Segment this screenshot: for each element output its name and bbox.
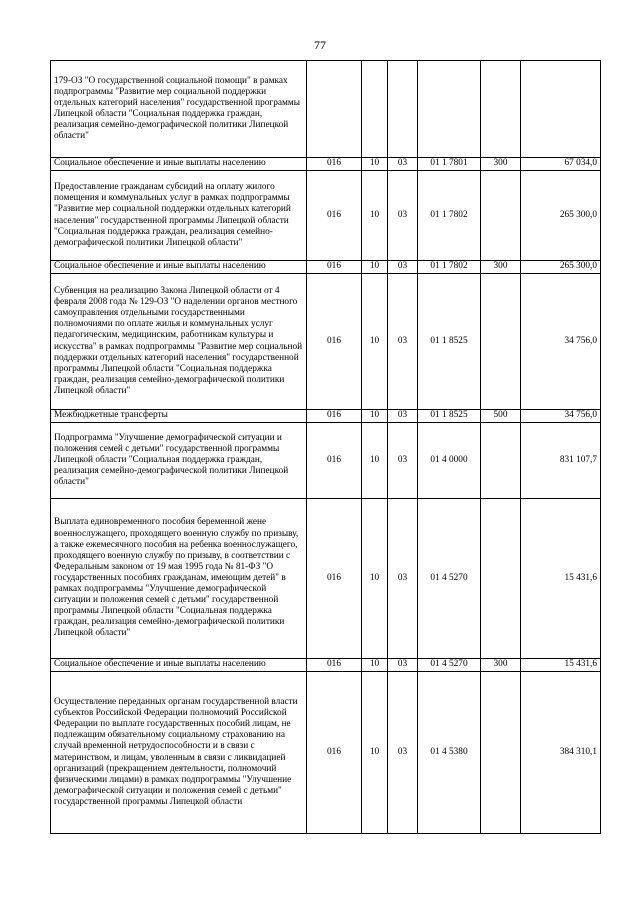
row-name: Осуществление переданных органам государственной власти субъектов Российской Федерации полномочий Российской Федерации по выплате государственных пособий лицам, не подлежащим обязательному социальному страхованию на случай временной нетрудоспособности и в связи с материнством, и лицам, уволенным в связи с ликвидацией организаций (прекращением деятельности, полномочий физическими лицами) в рамках подпрограммы "Улучшение демографической ситуации и положения семей с детьми" государственной программы Липецкой области [51, 672, 307, 834]
row-sum: 34 756,0 [521, 410, 601, 423]
row-name: Социальное обеспечение и иные выплаты населению [51, 659, 307, 672]
row-rz: 10 [362, 499, 388, 659]
row-vr: 300 [481, 261, 521, 274]
row-pr [388, 61, 418, 158]
row-rz: 10 [362, 410, 388, 423]
row-csr: 01 1 7802 [418, 171, 481, 261]
row-name: Межбюджетные трансферты [51, 410, 307, 423]
row-pr: 03 [388, 423, 418, 499]
row-csr: 01 4 0000 [418, 423, 481, 499]
row-ved: 016 [307, 659, 362, 672]
row-csr: 01 1 7801 [418, 158, 481, 171]
row-vr: 300 [481, 659, 521, 672]
row-pr: 03 [388, 499, 418, 659]
row-rz [362, 61, 388, 158]
row-vr [481, 171, 521, 261]
row-sum: 831 107,7 [521, 423, 601, 499]
row-csr: 01 1 8525 [418, 274, 481, 410]
row-ved: 016 [307, 410, 362, 423]
row-rz: 10 [362, 274, 388, 410]
row-name: Субвенция на реализацию Закона Липецкой области от 4 февраля 2008 года № 129-ОЗ "О наделении органов местного самоуправления отдельными государственными полномочиями по оплате жилья и коммунальных услуг педагогическим, медицинским, работникам культуры и искусства" в рамках подпрограммы "Развитие мер социальной поддержки отдельных категорий населения" государственной программы Липецкой области "Социальная поддержка граждан, реализация семейно-демографической политики Липецкой области" [51, 274, 307, 410]
row-vr [481, 274, 521, 410]
table-row [51, 410, 601, 423]
row-sum: 67 034,0 [521, 158, 601, 171]
row-ved: 016 [307, 423, 362, 499]
row-rz: 10 [362, 261, 388, 274]
row-ved: 016 [307, 274, 362, 410]
row-ved [307, 61, 362, 158]
row-pr: 03 [388, 261, 418, 274]
table-row [51, 499, 601, 659]
table-row [51, 158, 601, 171]
row-vr [481, 423, 521, 499]
row-csr: 01 4 5380 [418, 672, 481, 834]
row-sum: 15 431,6 [521, 499, 601, 659]
row-rz: 10 [362, 672, 388, 834]
budget-table [50, 60, 601, 834]
row-name: 179-ОЗ "О государственной социальной помощи" в рамках подпрограммы "Развитие мер социальной поддержки отдельных категорий населения" государственной программы Липецкой области "Социальная поддержка граждан, реализация семейно-демографической политики Липецкой области" [51, 61, 307, 158]
row-ved: 016 [307, 171, 362, 261]
row-sum: 34 756,0 [521, 274, 601, 410]
row-sum [521, 61, 601, 158]
row-name: Социальное обеспечение и иные выплаты населению [51, 158, 307, 171]
row-vr [481, 499, 521, 659]
row-csr: 01 1 7802 [418, 261, 481, 274]
row-pr: 03 [388, 672, 418, 834]
row-csr: 01 4 5270 [418, 499, 481, 659]
row-pr: 03 [388, 410, 418, 423]
row-vr [481, 672, 521, 834]
row-ved: 016 [307, 158, 362, 171]
table-row [51, 61, 601, 158]
row-sum: 15 431,6 [521, 659, 601, 672]
row-csr [418, 61, 481, 158]
row-rz: 10 [362, 659, 388, 672]
row-sum: 265 300,0 [521, 261, 601, 274]
table-row [51, 274, 601, 410]
row-pr: 03 [388, 659, 418, 672]
row-pr: 03 [388, 158, 418, 171]
row-sum: 265 300,0 [521, 171, 601, 261]
row-vr [481, 61, 521, 158]
table-row [51, 261, 601, 274]
row-sum: 384 310,1 [521, 672, 601, 834]
row-name: Выплата единовременного пособия беременной жене военнослужащего, проходящего военную службу по призыву, а также ежемесячного пособия на ребенка военнослужащего, проходящего военную службу по призыву, в соответствии с Федеральным законом от 19 мая 1995 года № 81-ФЗ "О государственных пособиях гражданам, имеющим детей" в рамках подпрограммы "Улучшение демографической ситуации и положения семей с детьми" государственной программы Липецкой области "Социальная поддержка граждан, реализация семейно-демографической политики Липецкой области" [51, 499, 307, 659]
row-rz: 10 [362, 423, 388, 499]
row-pr: 03 [388, 274, 418, 410]
table-row [51, 672, 601, 834]
row-csr: 01 4 5270 [418, 659, 481, 672]
table-row [51, 171, 601, 261]
row-name: Предоставление гражданам субсидий на оплату жилого помещения и коммунальных услуг в рамках подпрограммы "Развитие мер социальной поддержки отдельных категорий населения" государственной программы Липецкой области "Социальная поддержка граждан, реализация семейно-демографической политики Липецкой области" [51, 171, 307, 261]
row-vr: 300 [481, 158, 521, 171]
row-name: Социальное обеспечение и иные выплаты населению [51, 261, 307, 274]
row-ved: 016 [307, 261, 362, 274]
row-rz: 10 [362, 158, 388, 171]
row-rz: 10 [362, 171, 388, 261]
row-name: Подпрограмма "Улучшение демографической ситуации и положения семей с детьми" государственной программы Липецкой области "Социальная поддержка граждан, реализация семейно-демографической политики Липецкой области" [51, 423, 307, 499]
page-number: 77 [314, 38, 326, 52]
row-ved: 016 [307, 499, 362, 659]
row-csr: 01 1 8525 [418, 410, 481, 423]
row-ved: 016 [307, 672, 362, 834]
row-vr: 500 [481, 410, 521, 423]
table-row [51, 423, 601, 499]
row-pr: 03 [388, 171, 418, 261]
table-row [51, 659, 601, 672]
